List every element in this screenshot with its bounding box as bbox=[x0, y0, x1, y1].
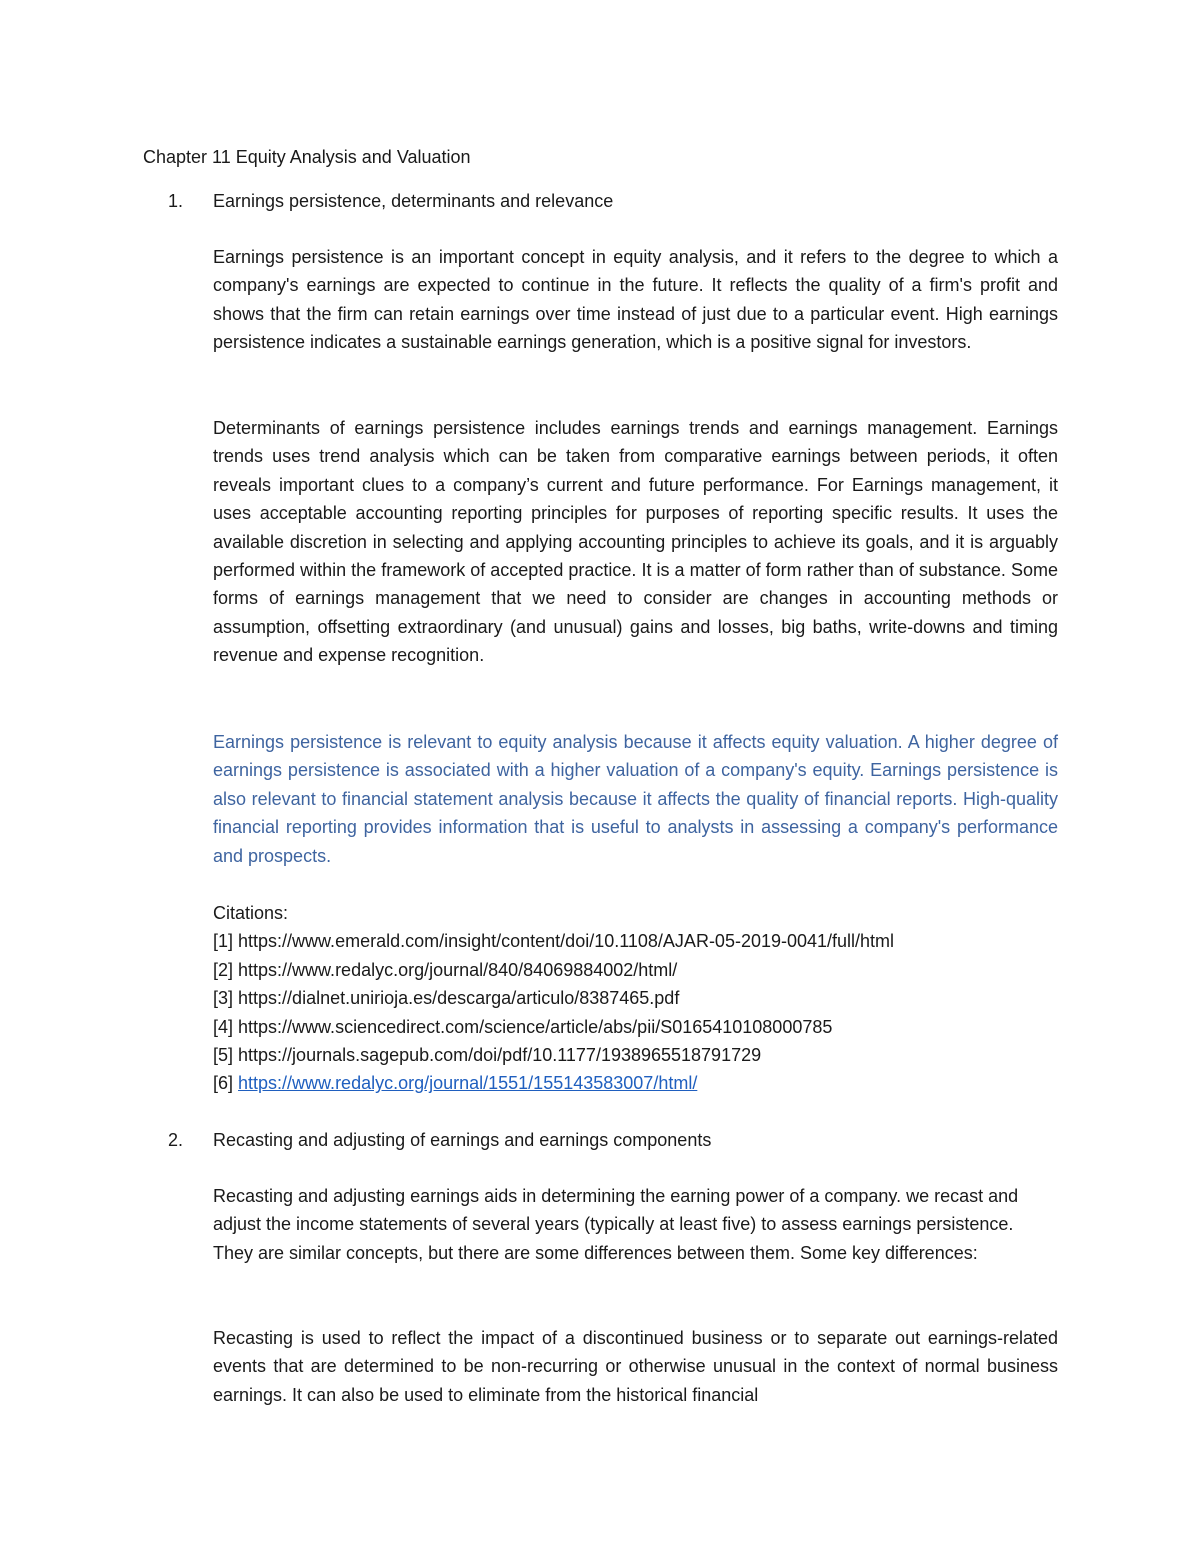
citation-item bbox=[213, 984, 894, 1012]
citations-label: Citations: bbox=[213, 903, 289, 923]
citation-link[interactable]: https://www.redalyc.org/journal/1551/155143583007/html/ bbox=[238, 1073, 698, 1094]
citation-ref: [4] bbox=[213, 1016, 234, 1037]
citation-ref: [3] bbox=[213, 988, 234, 1009]
citation-item bbox=[213, 927, 894, 955]
citation-item bbox=[213, 956, 894, 984]
citation-item bbox=[213, 1013, 894, 1041]
citation-url: https://www.redalyc.org/journal/840/84069884002/html/ bbox=[238, 959, 678, 980]
citation-url: https://www.emerald.com/insight/content/doi/10.1108/AJAR-05-2019-0041/full/html bbox=[238, 931, 895, 952]
citation-url: https://journals.sagepub.com/doi/pdf/10.1177/1938965518791729 bbox=[238, 1045, 762, 1066]
citation-ref: [6] bbox=[213, 1073, 234, 1094]
citation-ref: [1] bbox=[213, 931, 234, 952]
citation-ref: [2] bbox=[213, 959, 234, 980]
section-1-paragraph-persistence: Earnings persistence is an important concept in equity analysis, and it refers to the degree to which a company's earnings are expected to continue in the future. It reflects the quality of a firm's profit and shows that the firm can retain earnings over time instead of just due to a particular event. High earnings persistence indicates a sustainable earnings generation, which is a positive signal for investors. bbox=[213, 247, 1058, 353]
section-2-heading: Recasting and adjusting of earnings and earnings components bbox=[213, 1130, 712, 1150]
section-1-paragraph-relevance: Earnings persistence is relevant to equity analysis because it affects equity valuation. A higher degree of earnings persistence is associated with a higher valuation of a company's equity. Earnings persistence is also relevant to financial statement analysis because it affects the quality of financial reports. High-quality financial reporting provides information that is useful to analysts in assessing a company's performance and prospects. bbox=[213, 732, 1058, 866]
citation-url: https://dialnet.unirioja.es/descarga/articulo/8387465.pdf bbox=[238, 988, 680, 1009]
citation-item bbox=[213, 1069, 894, 1097]
citation-url: https://www.sciencedirect.com/science/article/abs/pii/S0165410108000785 bbox=[238, 1016, 833, 1037]
document-title: Chapter 11 Equity Analysis and Valuation bbox=[143, 147, 471, 167]
citations-block bbox=[213, 899, 894, 1098]
section-2-paragraph-recasting: Recasting is used to reflect the impact of a discontinued business or to separate out earnings-related events that are determined to be non-recurring or otherwise unusual in the context of normal business earnings. It can also be used to eliminate from the historical financial bbox=[213, 1328, 1058, 1405]
section-2-number: 2. bbox=[168, 1130, 184, 1150]
section-1-number: 1. bbox=[168, 191, 184, 211]
section-2-paragraph-intro: Recasting and adjusting earnings aids in determining the earning power of a company. we recast and adjust the income statements of several years (typically at least five) to assess earnings persistence. They are similar concepts, but there are some differences between them. Some key differences: bbox=[213, 1186, 1019, 1263]
section-1-paragraph-determinants: Determinants of earnings persistence includes earnings trends and earnings management. Earnings trends uses trend analysis which can be taken from comparative earnings between periods, it often reveals important clues to a company’s current and future performance. For Earnings management, it uses acceptable accounting reporting principles for purposes of reporting specific results. It uses the available discretion in selecting and applying accounting principles to achieve its goals, and it is arguably performed within the framework of accepted practice. It is a matter of form rather than of substance. Some forms of earnings management that we need to consider are changes in accounting methods or assumption, offsetting extraordinary (and unusual) gains and losses, big baths, write-downs and timing revenue and expense recognition. bbox=[213, 418, 1058, 666]
citation-ref: [5] bbox=[213, 1045, 234, 1066]
section-1-heading: Earnings persistence, determinants and relevance bbox=[213, 191, 614, 211]
citation-item bbox=[213, 1041, 894, 1069]
